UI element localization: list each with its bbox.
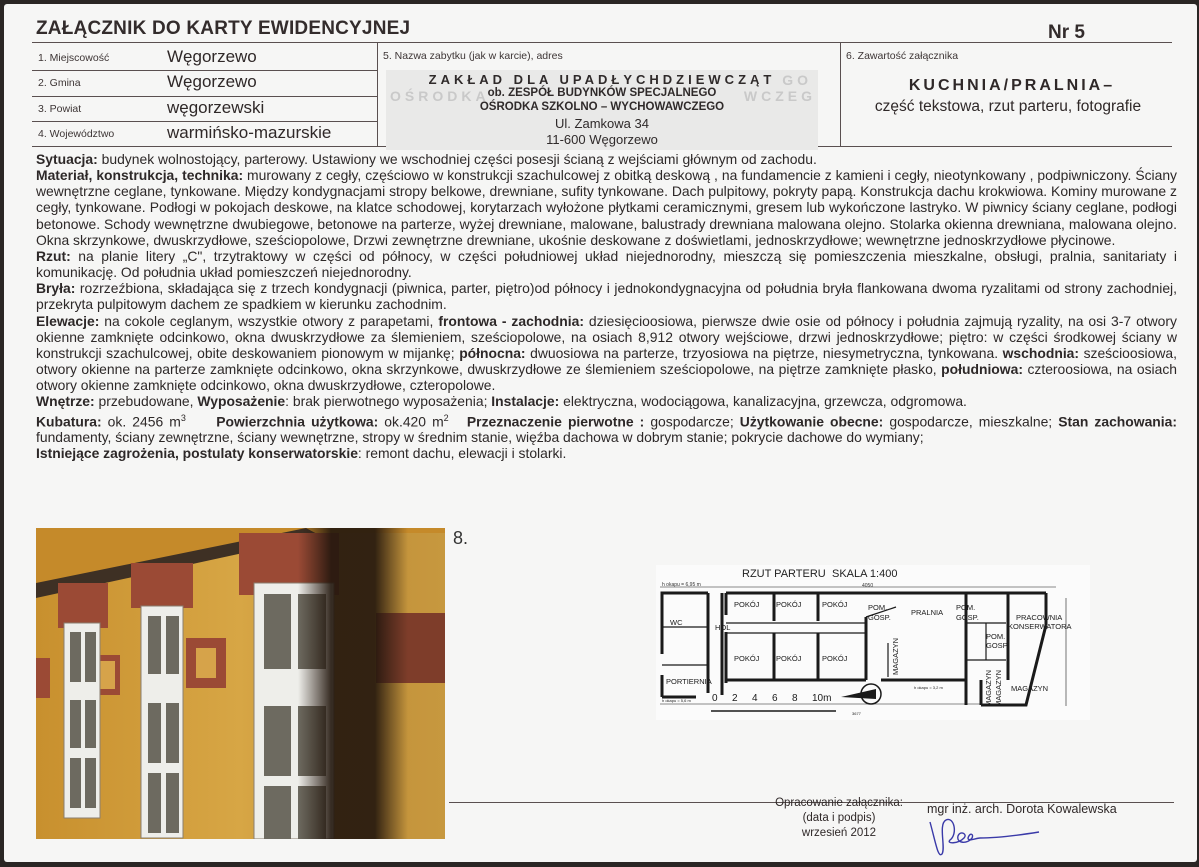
plan-dim: 3677 [852,711,861,716]
scale-tick: 6 [772,693,778,704]
room-label: PORTIERNIA [666,677,712,686]
plan-dim: h okapu = 6,95 m [662,582,701,588]
stamp-line-3: OŚRODKA SZKOLNO – WYCHOWAWCZEGO [479,101,725,113]
section-label: Istniejące zagrożenia, postulaty konserwatorskie [36,445,358,462]
prepared-by-block [764,796,914,841]
photo-number: 8. [453,528,469,548]
section-text: dwuosiowa na parterze, trzyosiowa na piętrze, niesymetryczna, tynkowana. [525,344,1003,361]
section-sublabel: północna: [459,344,526,361]
scale-tick: 2 [732,693,738,704]
field-value-wojewodztwo: warmińsko-mazurskie [167,123,332,142]
contents-title: KUCHNIA/PRALNIA– [908,77,1116,94]
room-label: POM. [956,603,976,612]
section-sublabel: południowa: [941,361,1023,378]
section-text: ok. 2456 m [101,413,181,430]
section-sublabel: wschodnia: [1002,344,1080,361]
section-text: gospodarcze; [644,413,740,430]
section-sublabel: Instalacje: [491,393,560,410]
contents-subtitle: część tekstowa, rzut parteru, fotografie [874,98,1142,115]
stamp-ghost-text: GO [782,72,812,88]
section-text: murowany z cegły, częściowo w konstrukcji szachulcowej z obitką deskową , na fundamencie z kamieni i cegły, nieotynkowany , podpiwniczony. Ściany wewnętrzne ceglane, tynkowane. Między kondygnacjami stropy belkowe, drewniane, sufity tynkowane. Dach pulpitowy, pokryty papą. Konstrukcja dachu krokwiowa. Kominy murowane z cegły, tynkowane. Podłogi w pokojach deskowe, na klatce schodowej, korytarzach wyłożone płytkami ceramicznymi, gresem lub wykończone lastryko. W piwnicy ściany ceglane, podłogi betonowe. Schody wewnętrzne dwubiegowe, betonowe na parterze, wyżej drewniane, malowane, balustrady drewniana malowana olejno. Stolarka okienna drewniana, malowana olejno. Okna skrzynkowe, dwuskrzydłowe, sześciopolowe, Drzwi zewnętrzne drewniane, ukośnie deskowane z doświetlami, jednoskrzydłowe; wewnętrzne jednoskrzydłowe płycinowe. [36,167,1178,248]
section-sublabel: Wyposażenie [197,393,286,410]
unit-superscript: 3 [180,412,186,423]
section-text: rozrzeźbiona, składająca się z trzech kondygnacji (piwnica, parter, piętro)od północy i jednokondygnacyjna od południa bryła flankowana dwoma ryzalitami od strony zachodniej, przekryta pulpitowym dachem ze spadkiem w kierunku zachodnim. [36,280,1177,313]
section-rzut [36,248,1177,280]
stamp-line-postal: 11-600 Węgorzewo [546,132,658,147]
section-label: Sytuacja: [36,151,98,167]
section-text: sześcioosiowa, otwory okienne na parterze zamknięte odcinkowo, okna skrzynkowe, dwuskrzydłowe ze ślemieniem sześciopolowe, na piętrze zamknięte płasko, [36,344,1177,378]
section-text: ok.420 m [378,413,444,430]
section-text: : brak pierwotnego wyposażenia; [285,393,492,410]
prepared-label: Opracowanie załącznika: [775,797,903,809]
plan-scale: SKALA 1:400 [832,568,898,580]
room-label: GOSP. [956,613,979,622]
plan-dim: h okapu = 5,6 m [662,698,691,703]
room-label: MAGAZYN [984,669,993,707]
section-sublabel: Użytkowanie obecne: [739,413,884,430]
room-label: GOSP [986,641,1008,650]
room-label: WC [670,618,683,627]
section-text: gospodarcze, mieszkalne; [883,413,1059,430]
section-label: Elewacje: [36,312,100,329]
divider [840,42,841,146]
stamp-ghost-text: WCZEG [743,88,816,104]
section-label: Kubatura: [36,413,102,430]
divider [32,121,377,122]
section-material [36,167,1177,248]
room-label: MAGAZYN [1011,684,1049,693]
scale-tick: 4 [752,693,758,704]
room-label: POKÓJ [822,654,848,663]
scale-tick: 8 [792,693,798,704]
section-text: elektryczna, wodociągowa, kanalizacyjna, grzewcza, odgromowa. [559,393,967,410]
date-sign-label: (data i podpis) [802,812,876,824]
plan-title: RZUT PARTERU [742,568,826,580]
stamp-ghost-text: OŚRODKA [390,88,490,104]
section-text: : remont dachu, elewacji i stolarki. [357,445,567,462]
divider [377,42,378,146]
section-sublabel: Stan zachowania: [1058,413,1177,430]
room-label: POKÓJ [734,600,760,609]
stamp-line-1: ZAKŁAD DLA UPADŁYCHDZIEWCZĄT [428,72,776,87]
field-value-powiat: węgorzewski [167,98,265,117]
contents-label: 6. Zawartość załącznika [846,50,959,62]
room-label: POKÓJ [734,654,760,663]
room-label: PRALNIA [911,608,944,617]
room-label: MAGAZYN [891,637,900,675]
room-label: POKÓJ [776,600,802,609]
section-text: fundamenty, ściany zewnętrzne, ściany wewnętrzne, stropy w średnim stanie, więźba dachowa w dobrym stanie; pokrycie dachowe do wymiany; [36,429,924,446]
room-label: PRACOWNIA [1016,613,1063,622]
address-stamp [386,70,818,150]
section-text: na cokole ceglanym, wszystkie otwory z parapetami, [99,312,439,329]
section-text: przebudowane, [94,393,198,410]
field-label-wojewodztwo: 4. Województwo [38,128,115,140]
facade-windows-photo [36,528,445,839]
description-text [36,151,1177,462]
plan-dim: 4050 [862,583,874,589]
divider [32,70,377,71]
section-sublabel: Przeznaczenie pierwotne : [466,413,645,430]
stamp-line-2: ob. ZESPÓŁ BUDYNKÓW SPECJALNEGO [487,87,717,99]
section-sublabel: Powierzchnia użytkowa: [216,413,379,430]
plan-dim: h okapu = 3,2 m [914,685,943,690]
room-label: POM. [868,603,888,612]
section-text: czteroosiowa, na osiach otwory okienne zamknięte odcinkowo, okna dwuskrzydłowe, czteropolowe. [36,361,1177,394]
section-elewacje [36,313,1177,394]
author-name: mgr inż. arch. Dorota Kowalewska [927,802,1117,816]
field-label-miejscowosc: 1. Miejscowość [38,52,110,64]
section-zagrozenia [36,445,1177,461]
floor-plan [656,565,1090,720]
room-label: POKÓJ [776,654,802,663]
field-value-gmina: Węgorzewo [167,72,257,91]
document-sheet [4,4,1197,862]
scale-tick: 0 [712,693,718,704]
north-arrow-icon [841,684,881,704]
room-label: GOSP. [868,613,891,622]
floor-plan-drawing [656,565,1090,720]
stamp-line-street: Ul. Zamkowa 34 [555,116,649,131]
facade-photo [36,528,445,839]
date: wrzesień 2012 [801,827,877,839]
monument-label: 5. Nazwa zabytku (jak w karcie), adres [383,50,563,62]
room-label: HOL [715,623,731,632]
field-label-gmina: 2. Gmina [38,77,81,89]
attachment-number: Nr 5 [1048,22,1085,43]
signature-icon [924,814,1044,864]
room-label: MAGAZYN [994,669,1003,707]
divider [32,42,1172,43]
section-sytuacja [36,151,1177,167]
document-title: ZAŁĄCZNIK DO KARTY EWIDENCYJNEJ [36,18,411,39]
room-label: POKÓJ [822,600,848,609]
section-label: Wnętrze: [36,393,95,410]
divider [32,96,377,97]
section-text: budynek wolnostojący, parterowy. Ustawiony we wschodniej części posesji ścianą z wejściami głównym od zachodu. [97,151,817,167]
section-label: Rzut: [36,247,71,264]
section-label: Materiał, konstrukcja, technika: [36,167,244,184]
section-kubatura [36,410,1177,446]
section-bryla [36,280,1177,312]
section-label: Bryła: [36,280,76,297]
section-text: na planie litery „C", trzytraktowy w części od północy, w części południowej układ niejednorodny, mieszczą się pomieszczenia mieszkalne, obsługi, pralnia, sanitariaty i komunikację. Od południa układ pomieszczeń niejednorodny. [36,247,1177,281]
room-label: KONSERWATORA [1008,622,1072,631]
section-wnetrze [36,393,1177,409]
field-label-powiat: 3. Powiat [38,103,82,115]
room-label: POM. [986,632,1006,641]
scale-tick: 10m [812,693,832,704]
section-text: dziesięcioosiowa, pierwsze dwie osie od północy i południa zajmują ryzality, na osi 3-7 otwory okienne zamknięte odcinkowo, okna dwuskrzydłowe za ślemieniem, sześciopolowe, na osiach 8,912 otwory wejściowe, drzwi jednoskrzydłowe; piętro: w części środkowej ściany w konstrukcji szachulcowej, obite deskowaniem pionowym w mijankę; [36,312,1177,361]
field-value-miejscowosc: Węgorzewo [167,47,257,66]
section-sublabel: frontowa - zachodnia: [438,312,584,329]
unit-superscript: 2 [443,412,449,423]
